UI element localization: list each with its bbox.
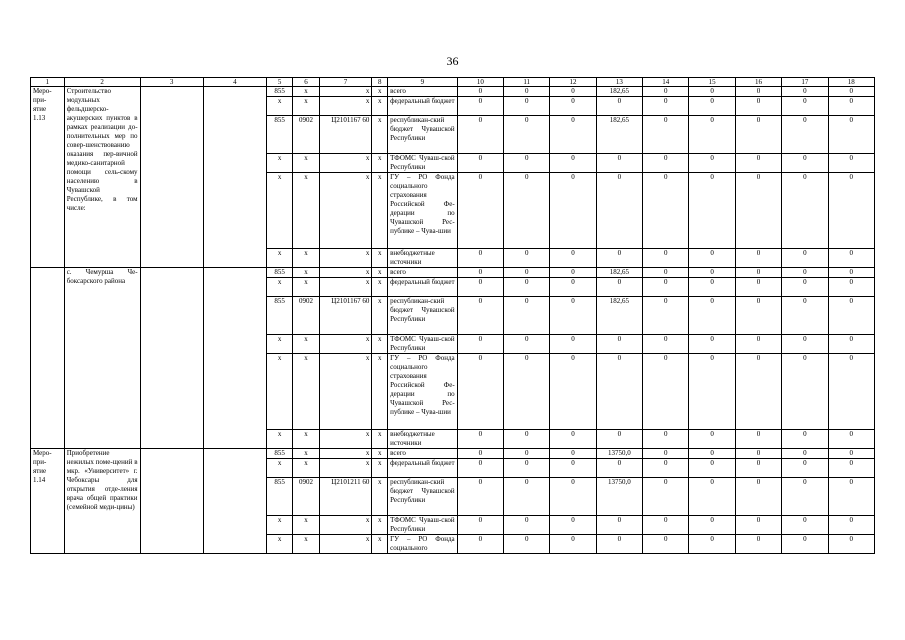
value-cell: 0 [643, 478, 689, 516]
target-article-cell: х [319, 354, 372, 430]
value-cell: 0 [643, 335, 689, 354]
target-article-cell: Ц2101211 60 [319, 478, 372, 516]
value-cell: 0 [828, 297, 874, 335]
value-cell: 0 [504, 97, 550, 116]
funding-source-cell: федеральный бюджет [388, 459, 458, 478]
value-cell: 0 [596, 154, 642, 173]
value-cell: 182,65 [596, 87, 642, 97]
value-cell: 0 [782, 478, 828, 516]
code-cell: х [267, 154, 293, 173]
target-article-cell: х [319, 97, 372, 116]
target-article-cell: х [319, 278, 372, 297]
target-article-cell: х [319, 173, 372, 249]
value-cell: 0 [782, 459, 828, 478]
empty-cell-col4 [203, 268, 266, 449]
value-cell: 0 [689, 297, 735, 335]
value-cell: 0 [782, 97, 828, 116]
column-header: 16 [735, 78, 781, 87]
section-cell: х [293, 430, 319, 449]
value-cell: 0 [828, 278, 874, 297]
value-cell: 0 [457, 116, 503, 154]
value-cell: 0 [550, 354, 596, 430]
value-cell: 0 [828, 173, 874, 249]
value-cell: 0 [782, 173, 828, 249]
value-cell: 0 [689, 173, 735, 249]
section-cell: х [293, 459, 319, 478]
expense-type-cell: х [372, 173, 388, 249]
value-cell: 0 [735, 516, 781, 535]
target-article-cell: х [319, 249, 372, 268]
value-cell: 0 [550, 268, 596, 278]
value-cell: 0 [457, 535, 503, 554]
value-cell: 0 [550, 173, 596, 249]
expense-type-cell: х [372, 535, 388, 554]
value-cell: 0 [782, 449, 828, 459]
section-cell: 0902 [293, 478, 319, 516]
empty-cell-col3 [140, 449, 203, 554]
value-cell: 0 [828, 354, 874, 430]
value-cell: 0 [504, 116, 550, 154]
column-header: 17 [782, 78, 828, 87]
column-header: 1 [31, 78, 65, 87]
value-cell: 0 [735, 154, 781, 173]
value-cell: 0 [504, 449, 550, 459]
value-cell: 0 [689, 354, 735, 430]
value-cell: 0 [643, 297, 689, 335]
section-cell: 0902 [293, 297, 319, 335]
funding-source-cell: ТФОМС Чуваш-ской Республики [388, 516, 458, 535]
table-row [31, 449, 875, 459]
value-cell: 0 [643, 354, 689, 430]
value-cell: 0 [596, 535, 642, 554]
value-cell: 0 [457, 459, 503, 478]
value-cell: 0 [828, 449, 874, 459]
value-cell: 0 [735, 297, 781, 335]
code-cell: х [267, 516, 293, 535]
column-header: 12 [550, 78, 596, 87]
value-cell: 0 [596, 459, 642, 478]
value-cell: 0 [550, 430, 596, 449]
value-cell: 0 [782, 116, 828, 154]
target-article-cell: х [319, 154, 372, 173]
expense-type-cell: х [372, 297, 388, 335]
value-cell: 0 [457, 449, 503, 459]
section-cell: х [293, 249, 319, 268]
value-cell: 0 [643, 87, 689, 97]
code-cell: х [267, 278, 293, 297]
value-cell: 0 [689, 459, 735, 478]
value-cell: 0 [735, 459, 781, 478]
value-cell: 0 [643, 535, 689, 554]
value-cell: 0 [782, 154, 828, 173]
code-cell: х [267, 173, 293, 249]
expense-type-cell: х [372, 430, 388, 449]
header-row [31, 78, 875, 87]
column-header: 3 [140, 78, 203, 87]
page-number: 36 [446, 54, 459, 68]
value-cell: 0 [643, 459, 689, 478]
value-cell: 0 [782, 430, 828, 449]
measure-cell: Меро- при- ятие 1.14 [31, 449, 65, 554]
value-cell: 0 [828, 87, 874, 97]
funding-source-cell: федеральный бюджет [388, 97, 458, 116]
value-cell: 0 [457, 87, 503, 97]
value-cell: 0 [457, 297, 503, 335]
funding-source-cell: республикан-ский бюджет Чувашской Республики [388, 116, 458, 154]
value-cell: 0 [504, 87, 550, 97]
value-cell: 0 [735, 173, 781, 249]
column-header: 15 [689, 78, 735, 87]
value-cell: 0 [504, 297, 550, 335]
description-cell: с. Чемурша Че-боксарского района [64, 268, 140, 449]
value-cell: 182,65 [596, 297, 642, 335]
value-cell: 0 [504, 354, 550, 430]
value-cell: 182,65 [596, 116, 642, 154]
funding-source-cell: федеральный бюджет [388, 278, 458, 297]
value-cell: 0 [643, 430, 689, 449]
code-cell: х [267, 97, 293, 116]
value-cell: 0 [596, 249, 642, 268]
target-article-cell: х [319, 268, 372, 278]
code-cell: 855 [267, 268, 293, 278]
value-cell: 0 [457, 278, 503, 297]
value-cell: 0 [828, 268, 874, 278]
value-cell: 0 [643, 116, 689, 154]
value-cell: 13750,0 [596, 478, 642, 516]
value-cell: 0 [689, 87, 735, 97]
value-cell: 0 [596, 97, 642, 116]
expense-type-cell: х [372, 335, 388, 354]
expense-type-cell: х [372, 97, 388, 116]
value-cell: 182,65 [596, 268, 642, 278]
value-cell: 0 [689, 268, 735, 278]
code-cell: 855 [267, 116, 293, 154]
value-cell: 0 [457, 478, 503, 516]
column-header: 7 [319, 78, 372, 87]
value-cell: 0 [550, 516, 596, 535]
code-cell: 855 [267, 87, 293, 97]
empty-cell-col4 [203, 449, 266, 554]
funding-source-cell: всего [388, 449, 458, 459]
section-cell: х [293, 154, 319, 173]
value-cell: 0 [457, 154, 503, 173]
section-cell: х [293, 449, 319, 459]
funding-source-cell: ГУ – РО Фонда социального [388, 535, 458, 554]
section-cell: х [293, 354, 319, 430]
budget-table [30, 77, 875, 554]
column-header: 14 [643, 78, 689, 87]
section-cell: х [293, 335, 319, 354]
code-cell: 855 [267, 478, 293, 516]
value-cell: 0 [457, 249, 503, 268]
value-cell: 0 [782, 268, 828, 278]
value-cell: 0 [504, 335, 550, 354]
value-cell: 0 [828, 478, 874, 516]
value-cell: 0 [504, 173, 550, 249]
funding-source-cell: внебюджетные источники [388, 249, 458, 268]
value-cell: 0 [689, 278, 735, 297]
value-cell: 0 [735, 278, 781, 297]
value-cell: 0 [596, 354, 642, 430]
value-cell: 0 [457, 268, 503, 278]
target-article-cell: х [319, 449, 372, 459]
expense-type-cell: х [372, 87, 388, 97]
value-cell: 0 [782, 278, 828, 297]
column-header: 11 [504, 78, 550, 87]
value-cell: 0 [457, 173, 503, 249]
value-cell: 0 [457, 354, 503, 430]
value-cell: 0 [828, 430, 874, 449]
value-cell: 0 [828, 116, 874, 154]
value-cell: 0 [782, 535, 828, 554]
empty-cell-col3 [140, 268, 203, 449]
value-cell: 0 [504, 278, 550, 297]
code-cell: х [267, 535, 293, 554]
empty-cell-col4 [203, 87, 266, 268]
column-header: 13 [596, 78, 642, 87]
value-cell: 0 [504, 430, 550, 449]
value-cell: 0 [550, 154, 596, 173]
value-cell: 0 [643, 97, 689, 116]
value-cell: 0 [689, 535, 735, 554]
value-cell: 0 [643, 249, 689, 268]
column-header: 18 [828, 78, 874, 87]
code-cell: х [267, 459, 293, 478]
value-cell: 0 [735, 449, 781, 459]
value-cell: 0 [689, 478, 735, 516]
value-cell: 0 [689, 430, 735, 449]
section-cell: х [293, 535, 319, 554]
code-cell: х [267, 354, 293, 430]
value-cell: 0 [735, 478, 781, 516]
value-cell: 0 [643, 516, 689, 535]
code-cell: х [267, 430, 293, 449]
value-cell: 0 [550, 335, 596, 354]
value-cell: 0 [828, 154, 874, 173]
value-cell: 0 [596, 430, 642, 449]
value-cell: 0 [504, 154, 550, 173]
value-cell: 0 [782, 87, 828, 97]
value-cell: 0 [735, 268, 781, 278]
target-article-cell: х [319, 459, 372, 478]
value-cell: 0 [596, 335, 642, 354]
column-header: 6 [293, 78, 319, 87]
value-cell: 0 [504, 249, 550, 268]
column-header: 5 [267, 78, 293, 87]
expense-type-cell: х [372, 516, 388, 535]
value-cell: 0 [828, 335, 874, 354]
code-cell: 855 [267, 297, 293, 335]
column-header: 8 [372, 78, 388, 87]
measure-cell [31, 268, 65, 449]
description-cell: Приобретение нежилых поме-щений в мкр. «Университет» г. Чебоксары для открытия отде-ления врача общей практики (семейной меди-цины) [64, 449, 140, 554]
expense-type-cell: х [372, 354, 388, 430]
value-cell: 0 [735, 335, 781, 354]
value-cell: 0 [550, 535, 596, 554]
section-cell: х [293, 278, 319, 297]
expense-type-cell: х [372, 278, 388, 297]
measure-cell: Меро- при- ятие 1.13 [31, 87, 65, 268]
value-cell: 0 [689, 335, 735, 354]
expense-type-cell: х [372, 268, 388, 278]
funding-source-cell: ГУ – РО Фонда социального страхования Российской Фе-дерации по Чувашской Рес-публике – Чува-шии [388, 354, 458, 430]
value-cell: 0 [550, 278, 596, 297]
value-cell: 0 [735, 97, 781, 116]
value-cell: 0 [735, 430, 781, 449]
value-cell: 0 [735, 116, 781, 154]
section-cell: 0902 [293, 116, 319, 154]
target-article-cell: х [319, 535, 372, 554]
value-cell: 0 [504, 478, 550, 516]
value-cell: 0 [735, 354, 781, 430]
value-cell: 0 [550, 249, 596, 268]
target-article-cell: х [319, 335, 372, 354]
value-cell: 0 [782, 249, 828, 268]
funding-source-cell: ТФОМС Чуваш-ской Республики [388, 154, 458, 173]
funding-source-cell: республикан-ский бюджет Чувашской Республики [388, 297, 458, 335]
value-cell: 0 [457, 516, 503, 535]
value-cell: 0 [782, 354, 828, 430]
funding-source-cell: республикан-ский бюджет Чувашской Республики [388, 478, 458, 516]
funding-source-cell: всего [388, 268, 458, 278]
value-cell: 0 [828, 97, 874, 116]
value-cell: 0 [735, 87, 781, 97]
value-cell: 0 [457, 97, 503, 116]
value-cell: 0 [550, 297, 596, 335]
value-cell: 0 [596, 173, 642, 249]
code-cell: х [267, 335, 293, 354]
value-cell: 0 [550, 449, 596, 459]
expense-type-cell: х [372, 478, 388, 516]
value-cell: 0 [689, 449, 735, 459]
value-cell: 0 [504, 535, 550, 554]
section-cell: х [293, 97, 319, 116]
value-cell: 0 [596, 278, 642, 297]
target-article-cell: х [319, 516, 372, 535]
value-cell: 0 [689, 516, 735, 535]
value-cell: 0 [643, 268, 689, 278]
table-row [31, 268, 875, 278]
section-cell: х [293, 173, 319, 249]
expense-type-cell: х [372, 116, 388, 154]
target-article-cell: х [319, 430, 372, 449]
value-cell: 0 [782, 297, 828, 335]
value-cell: 0 [457, 430, 503, 449]
column-header: 2 [64, 78, 140, 87]
value-cell: 0 [504, 268, 550, 278]
column-header: 4 [203, 78, 266, 87]
value-cell: 13750,0 [596, 449, 642, 459]
value-cell: 0 [550, 97, 596, 116]
value-cell: 0 [550, 478, 596, 516]
section-cell: х [293, 516, 319, 535]
value-cell: 0 [643, 278, 689, 297]
value-cell: 0 [782, 516, 828, 535]
value-cell: 0 [550, 87, 596, 97]
value-cell: 0 [689, 97, 735, 116]
table-row [31, 87, 875, 97]
expense-type-cell: х [372, 449, 388, 459]
value-cell: 0 [643, 173, 689, 249]
expense-type-cell: х [372, 249, 388, 268]
table-body [31, 87, 875, 554]
section-cell: х [293, 87, 319, 97]
code-cell: х [267, 249, 293, 268]
value-cell: 0 [643, 449, 689, 459]
expense-type-cell: х [372, 459, 388, 478]
value-cell: 0 [504, 459, 550, 478]
value-cell: 0 [735, 249, 781, 268]
value-cell: 0 [828, 459, 874, 478]
value-cell: 0 [643, 154, 689, 173]
target-article-cell: х [319, 87, 372, 97]
section-cell: х [293, 268, 319, 278]
funding-source-cell: ГУ – РО Фонда социального страхования Российской Фе-дерации по Чувашской Рес-публике – Чува-шии [388, 173, 458, 249]
value-cell: 0 [735, 535, 781, 554]
value-cell: 0 [550, 116, 596, 154]
value-cell: 0 [828, 516, 874, 535]
value-cell: 0 [504, 516, 550, 535]
value-cell: 0 [596, 516, 642, 535]
target-article-cell: Ц2101167 60 [319, 116, 372, 154]
target-article-cell: Ц2101167 60 [319, 297, 372, 335]
funding-source-cell: всего [388, 87, 458, 97]
expense-type-cell: х [372, 154, 388, 173]
value-cell: 0 [457, 335, 503, 354]
value-cell: 0 [782, 335, 828, 354]
value-cell: 0 [828, 249, 874, 268]
funding-source-cell: внебюджетные источники [388, 430, 458, 449]
value-cell: 0 [689, 116, 735, 154]
column-header: 10 [457, 78, 503, 87]
value-cell: 0 [828, 535, 874, 554]
column-header: 9 [388, 78, 458, 87]
value-cell: 0 [689, 249, 735, 268]
value-cell: 0 [550, 459, 596, 478]
funding-source-cell: ТФОМС Чуваш-ской Республики [388, 335, 458, 354]
empty-cell-col3 [140, 87, 203, 268]
value-cell: 0 [689, 154, 735, 173]
description-cell: Строительство модульных фельдшерско-акушерских пунктов в рамках реализации до-полнительных мер по совер-шенствованию оказания пер-вичной медико-санитарной помощи сель-скому населению в Чувашской Республике, в том числе: [64, 87, 140, 268]
code-cell: 855 [267, 449, 293, 459]
